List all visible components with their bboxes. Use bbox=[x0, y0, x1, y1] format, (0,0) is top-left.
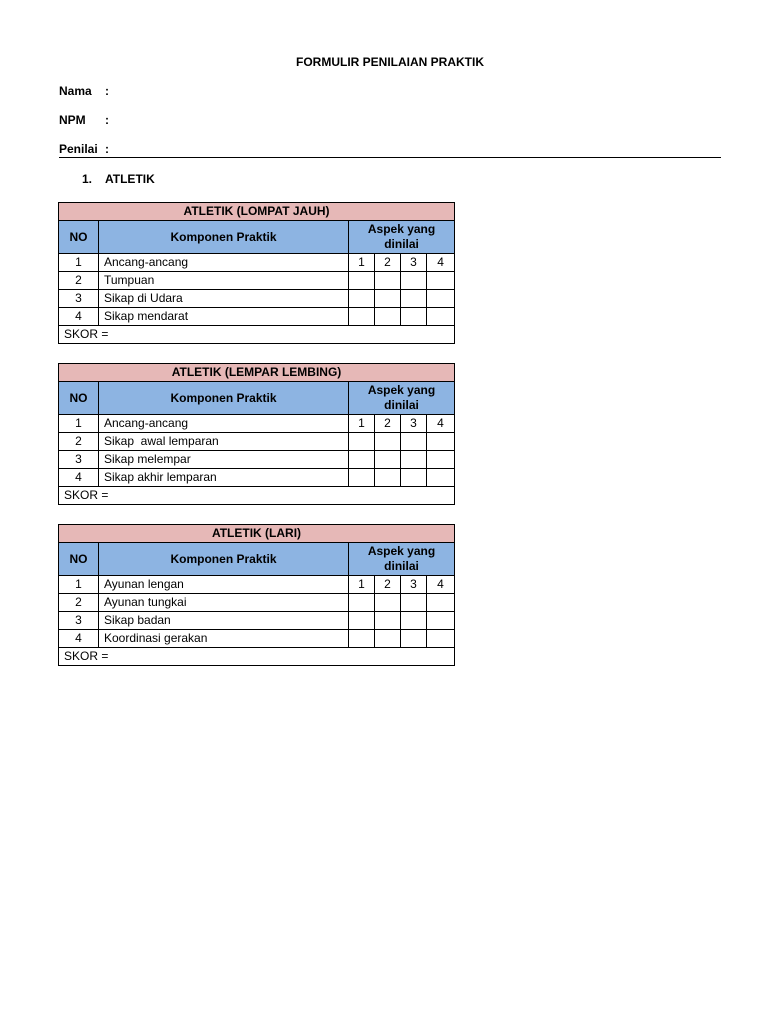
score-cell[interactable] bbox=[375, 594, 401, 612]
score-cell[interactable] bbox=[349, 469, 375, 487]
score-label: 4 bbox=[427, 576, 455, 594]
header-component: Komponen Praktik bbox=[99, 543, 349, 576]
score-label: 3 bbox=[401, 415, 427, 433]
field-label: NPM bbox=[59, 113, 86, 127]
score-cell[interactable] bbox=[427, 272, 455, 290]
score-cell[interactable] bbox=[349, 630, 375, 648]
header-component: Komponen Praktik bbox=[99, 221, 349, 254]
header-component: Komponen Praktik bbox=[99, 382, 349, 415]
field-label: Nama bbox=[59, 84, 92, 98]
skor-field[interactable]: SKOR = bbox=[59, 487, 455, 505]
table-title: ATLETIK (LARI) bbox=[59, 525, 455, 543]
row-number: 2 bbox=[59, 433, 99, 451]
row-component: Ancang-ancang bbox=[99, 254, 349, 272]
score-cell[interactable] bbox=[375, 451, 401, 469]
row-number: 2 bbox=[59, 272, 99, 290]
score-cell[interactable] bbox=[427, 630, 455, 648]
score-label: 1 bbox=[349, 254, 375, 272]
score-label: 4 bbox=[427, 415, 455, 433]
table-row bbox=[59, 612, 455, 630]
table-row bbox=[59, 308, 455, 326]
row-component: Sikap di Udara bbox=[99, 290, 349, 308]
score-cell[interactable] bbox=[349, 308, 375, 326]
page-title: FORMULIR PENILAIAN PRAKTIK bbox=[296, 55, 484, 69]
table-row bbox=[59, 272, 455, 290]
score-label: 3 bbox=[401, 576, 427, 594]
section-heading bbox=[82, 172, 155, 186]
row-number: 4 bbox=[59, 469, 99, 487]
score-label: 3 bbox=[401, 254, 427, 272]
table-title: ATLETIK (LOMPAT JAUH) bbox=[59, 203, 455, 221]
table-row bbox=[59, 451, 455, 469]
score-cell[interactable] bbox=[427, 612, 455, 630]
field-colon: : bbox=[105, 84, 109, 98]
score-cell[interactable] bbox=[349, 290, 375, 308]
score-cell[interactable] bbox=[427, 469, 455, 487]
score-cell[interactable] bbox=[375, 290, 401, 308]
table-row bbox=[59, 290, 455, 308]
field-npm bbox=[59, 113, 109, 127]
row-component: Koordinasi gerakan bbox=[99, 630, 349, 648]
score-cell[interactable] bbox=[401, 433, 427, 451]
field-colon: : bbox=[105, 142, 109, 156]
field-colon: : bbox=[105, 113, 109, 127]
row-component: Sikap badan bbox=[99, 612, 349, 630]
score-cell[interactable] bbox=[349, 433, 375, 451]
table-row bbox=[59, 594, 455, 612]
section-label: ATLETIK bbox=[105, 172, 155, 186]
table-title: ATLETIK (LEMPAR LEMBING) bbox=[59, 364, 455, 382]
score-cell[interactable] bbox=[375, 272, 401, 290]
table-row bbox=[59, 415, 455, 433]
score-cell[interactable] bbox=[375, 630, 401, 648]
row-number: 3 bbox=[59, 612, 99, 630]
score-cell[interactable] bbox=[375, 469, 401, 487]
score-cell[interactable] bbox=[401, 290, 427, 308]
score-cell[interactable] bbox=[427, 433, 455, 451]
score-cell[interactable] bbox=[375, 612, 401, 630]
row-number: 3 bbox=[59, 451, 99, 469]
row-component: Tumpuan bbox=[99, 272, 349, 290]
assessment-table-lempar-lembing bbox=[58, 363, 455, 505]
score-cell[interactable] bbox=[401, 630, 427, 648]
score-label: 2 bbox=[375, 576, 401, 594]
header-divider bbox=[59, 157, 721, 158]
score-cell[interactable] bbox=[401, 308, 427, 326]
header-no: NO bbox=[59, 382, 99, 415]
score-cell[interactable] bbox=[401, 469, 427, 487]
score-label: 4 bbox=[427, 254, 455, 272]
assessment-table-lompat-jauh bbox=[58, 202, 455, 344]
table-row bbox=[59, 576, 455, 594]
skor-field[interactable]: SKOR = bbox=[59, 326, 455, 344]
row-component: Ancang-ancang bbox=[99, 415, 349, 433]
row-number: 1 bbox=[59, 254, 99, 272]
score-cell[interactable] bbox=[401, 451, 427, 469]
skor-field[interactable]: SKOR = bbox=[59, 648, 455, 666]
score-cell[interactable] bbox=[401, 272, 427, 290]
score-label: 2 bbox=[375, 415, 401, 433]
field-nama bbox=[59, 84, 109, 98]
field-penilai bbox=[59, 142, 109, 156]
score-cell[interactable] bbox=[349, 272, 375, 290]
score-label: 1 bbox=[349, 415, 375, 433]
score-cell[interactable] bbox=[375, 308, 401, 326]
row-number: 1 bbox=[59, 576, 99, 594]
score-label: 2 bbox=[375, 254, 401, 272]
row-component: Sikap awal lemparan bbox=[99, 433, 349, 451]
row-component: Sikap akhir lemparan bbox=[99, 469, 349, 487]
header-no: NO bbox=[59, 221, 99, 254]
score-cell[interactable] bbox=[349, 451, 375, 469]
row-number: 3 bbox=[59, 290, 99, 308]
score-cell[interactable] bbox=[349, 612, 375, 630]
table-row bbox=[59, 469, 455, 487]
score-cell[interactable] bbox=[427, 451, 455, 469]
row-number: 1 bbox=[59, 415, 99, 433]
table-row bbox=[59, 433, 455, 451]
row-number: 2 bbox=[59, 594, 99, 612]
score-cell[interactable] bbox=[427, 290, 455, 308]
score-label: 1 bbox=[349, 576, 375, 594]
score-cell[interactable] bbox=[427, 308, 455, 326]
field-label: Penilai bbox=[59, 142, 98, 156]
row-number: 4 bbox=[59, 630, 99, 648]
header-aspect: Aspek yang dinilai bbox=[349, 543, 455, 576]
header-aspect: Aspek yang dinilai bbox=[349, 382, 455, 415]
score-cell[interactable] bbox=[349, 594, 375, 612]
score-cell[interactable] bbox=[427, 594, 455, 612]
row-component: Ayunan lengan bbox=[99, 576, 349, 594]
row-component: Sikap mendarat bbox=[99, 308, 349, 326]
score-cell[interactable] bbox=[401, 594, 427, 612]
score-cell[interactable] bbox=[401, 612, 427, 630]
table-row bbox=[59, 630, 455, 648]
row-number: 4 bbox=[59, 308, 99, 326]
score-cell[interactable] bbox=[375, 433, 401, 451]
row-component: Sikap melempar bbox=[99, 451, 349, 469]
section-number: 1. bbox=[82, 172, 93, 186]
header-aspect: Aspek yang dinilai bbox=[349, 221, 455, 254]
row-component: Ayunan tungkai bbox=[99, 594, 349, 612]
header-no: NO bbox=[59, 543, 99, 576]
assessment-table-lari bbox=[58, 524, 455, 666]
table-row bbox=[59, 254, 455, 272]
